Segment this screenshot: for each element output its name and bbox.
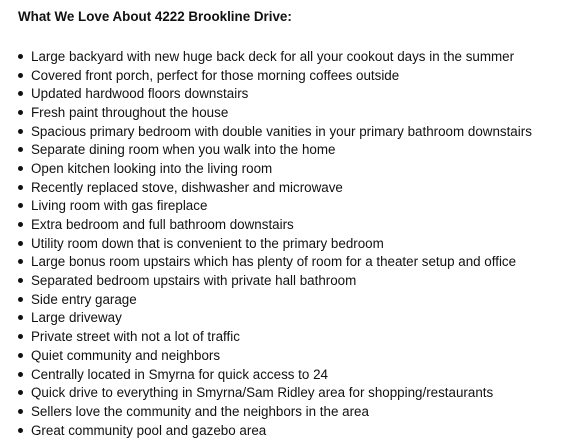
list-item-text: Large driveway — [31, 310, 122, 326]
list-item — [18, 197, 581, 216]
list-item-text: Spacious primary bedroom with double vanities in your primary bathroom downstairs — [31, 123, 532, 139]
list-item-text: Side entry garage — [31, 291, 137, 307]
bullet-icon — [18, 203, 23, 208]
bullet-icon — [18, 278, 23, 283]
list-item — [18, 346, 581, 365]
list-item — [18, 84, 581, 103]
list-item-text: Centrally located in Smyrna for quick access to 24 — [31, 366, 328, 382]
bullet-icon — [18, 334, 23, 339]
bullet-icon — [18, 315, 23, 320]
list-item-text: Open kitchen looking into the living room — [31, 160, 273, 176]
list-item — [18, 309, 581, 328]
bullet-icon — [18, 259, 23, 264]
bullet-icon — [18, 110, 23, 115]
list-item-text: Utility room down that is convenient to the primary bedroom — [31, 235, 384, 251]
features-list — [18, 47, 581, 439]
list-item-text: Private street with not a lot of traffic — [31, 329, 240, 345]
list-item — [18, 290, 581, 309]
list-item-text: Large backyard with new huge back deck for all your cookout days in the summer — [31, 48, 515, 64]
list-item-text: Updated hardwood floors downstairs — [31, 86, 249, 102]
bullet-icon — [18, 428, 23, 433]
list-item — [18, 103, 581, 122]
bullet-icon — [18, 129, 23, 134]
list-item-text: Sellers love the community and the neighbors in the area — [31, 403, 369, 419]
bullet-icon — [18, 147, 23, 152]
list-item-text: Large bonus room upstairs which has plenty of room for a theater setup and office — [31, 254, 517, 270]
bullet-icon — [18, 54, 23, 59]
list-item — [18, 421, 581, 440]
bullet-icon — [18, 91, 23, 96]
list-item — [18, 159, 581, 178]
list-item — [18, 253, 581, 272]
bullet-icon — [18, 222, 23, 227]
document — [18, 8, 581, 439]
list-item-text: Fresh paint throughout the house — [31, 104, 229, 120]
list-item-text: Separated bedroom upstairs with private hall bathroom — [31, 273, 357, 289]
list-item-text: Separate dining room when you walk into the home — [31, 142, 336, 158]
bullet-icon — [18, 297, 23, 302]
list-item-text: Covered front porch, perfect for those morning coffees outside — [31, 67, 400, 83]
bullet-icon — [18, 73, 23, 78]
list-item — [18, 383, 581, 402]
bullet-icon — [18, 166, 23, 171]
bullet-icon — [18, 185, 23, 190]
list-item — [18, 402, 581, 421]
list-item — [18, 140, 581, 159]
list-item — [18, 66, 581, 85]
bullet-icon — [18, 409, 23, 414]
list-item — [18, 365, 581, 384]
list-item — [18, 234, 581, 253]
bullet-icon — [18, 390, 23, 395]
bullet-icon — [18, 241, 23, 246]
list-item — [18, 178, 581, 197]
list-item — [18, 47, 581, 66]
list-item-text: Quiet community and neighbors — [31, 347, 221, 363]
bullet-icon — [18, 353, 23, 358]
list-item — [18, 215, 581, 234]
list-item-text: Great community pool and gazebo area — [31, 422, 267, 438]
list-item-text: Quick drive to everything in Smyrna/Sam Ridley area for shopping/restaurants — [31, 385, 494, 401]
list-item — [18, 271, 581, 290]
list-item — [18, 122, 581, 141]
list-item-text: Living room with gas fireplace — [31, 198, 208, 214]
list-item-text: Extra bedroom and full bathroom downstairs — [31, 217, 294, 233]
list-item — [18, 327, 581, 346]
list-item-text: Recently replaced stove, dishwasher and microwave — [31, 179, 343, 195]
document-title: What We Love About 4222 Brookline Drive: — [18, 9, 292, 24]
bullet-icon — [18, 372, 23, 377]
